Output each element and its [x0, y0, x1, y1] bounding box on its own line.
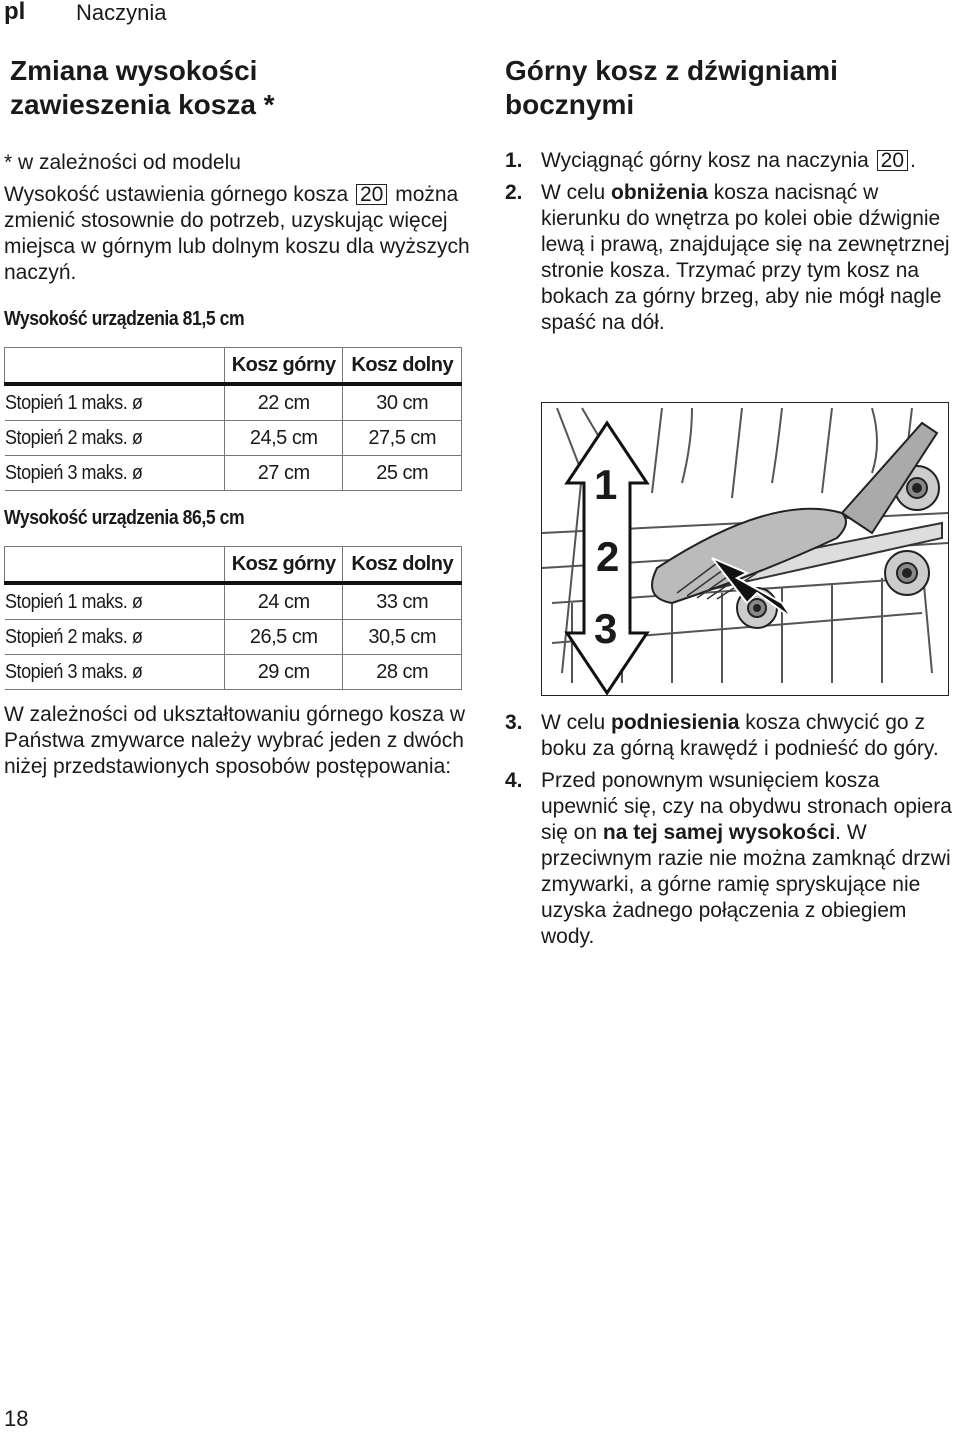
part-reference-box: 20	[877, 150, 908, 171]
step-text: W celu	[541, 711, 612, 734]
left-heading-line2: zawieszenia kosza *	[10, 89, 275, 120]
step-emphasis: podniesienia	[611, 711, 740, 734]
intro-text-1: Wysokość ustawienia górnego kosza	[4, 183, 349, 206]
table-header-empty	[5, 348, 225, 385]
step-text: kosza chwycić go z boku za górną krawędź i podnieść do góry.	[541, 711, 939, 760]
step-2	[505, 180, 960, 336]
figure-label-1: 1	[594, 461, 618, 508]
step-number: 1.	[505, 149, 523, 172]
right-column	[505, 54, 960, 342]
right-heading-line1: Górny kosz z dźwigniami	[505, 55, 838, 86]
step-number: 4.	[505, 769, 523, 792]
step-text-end: .	[910, 149, 916, 172]
table-cell: 30,5 cm	[343, 620, 462, 655]
table-cell: 24 cm	[224, 583, 343, 620]
step-number: 3.	[505, 711, 523, 734]
page-number: 18	[4, 1406, 29, 1431]
left-heading-line1: Zmiana wysokości	[10, 55, 258, 86]
basket-lever-illustration	[541, 402, 949, 696]
table-cell: 28 cm	[343, 655, 462, 690]
step-1	[505, 148, 960, 174]
step-3	[505, 710, 960, 762]
table-cell: Stopień 2 maks. ø	[4, 625, 142, 648]
step-emphasis: na tej samej wysokości	[602, 821, 836, 844]
step-text: Przed ponownym wsunięciem kosza upewnić się, czy na obydwu stronach opiera się on	[541, 769, 952, 844]
step-4	[505, 768, 960, 950]
table-cell: Stopień 1 maks. ø	[4, 590, 142, 613]
table-row	[5, 620, 462, 655]
table-row	[5, 456, 462, 491]
table-cell: 26,5 cm	[224, 620, 343, 655]
table-header-empty	[5, 547, 225, 584]
table-cell: Stopień 2 maks. ø	[4, 426, 142, 449]
step-text: kosza nacisnąć w kierunku do wnętrza po kolei obie dźwignie lewą i prawą, znajdujące się na zewnętrznej stronie kosza. Trzymać przy tym kosz na bokach za górny brzeg, aby nie mógł nagle spaść na dół.	[541, 181, 950, 334]
step-emphasis: obniżenia	[611, 181, 708, 204]
section-title: Naczynia	[76, 0, 167, 25]
table-row	[5, 384, 462, 421]
table-cell: 27 cm	[224, 456, 343, 491]
table-cell: Stopień 3 maks. ø	[4, 660, 142, 683]
table-cell: 25 cm	[343, 456, 462, 491]
table-cell: 27,5 cm	[343, 421, 462, 456]
table-cell: 33 cm	[343, 583, 462, 620]
intro-paragraph	[4, 182, 474, 286]
table-header-lower: Kosz dolny	[343, 547, 462, 584]
right-heading-line2: bocznymi	[505, 89, 635, 120]
table-cell: 30 cm	[343, 384, 462, 421]
figure-label-2: 2	[596, 533, 620, 580]
left-heading	[4, 54, 474, 122]
part-reference-box: 20	[356, 184, 387, 205]
table-row	[5, 421, 462, 456]
table-header-lower: Kosz dolny	[343, 348, 462, 385]
step-text: . W przeciwnym razie nie można zamknąć drzwi zmywarki, a górne ramię spryskujące nie uzyska żadnego połączenia z obiegiem wody.	[541, 821, 951, 948]
table-cell: Stopień 1 maks. ø	[4, 391, 142, 414]
table-cell: 24,5 cm	[224, 421, 343, 456]
table-header-upper: Kosz górny	[224, 547, 343, 584]
table-cell: Stopień 3 maks. ø	[4, 461, 142, 484]
model-note: * w zależności od modelu	[4, 151, 241, 174]
step-text: Wyciągnąć górny kosz na naczynia	[541, 149, 869, 172]
table1-title: Wysokość urządzenia 81,5 cm	[4, 308, 245, 330]
table-row	[5, 655, 462, 690]
step-text: W celu	[541, 181, 612, 204]
step-number: 2.	[505, 181, 523, 204]
table-row	[5, 583, 462, 620]
left-column	[4, 54, 474, 780]
language-code: pl	[4, 0, 26, 25]
steps-list-continued	[505, 710, 960, 956]
table-cell: 22 cm	[224, 384, 343, 421]
height-table-81-5	[4, 347, 462, 491]
table-cell: 29 cm	[224, 655, 343, 690]
table2-title: Wysokość urządzenia 86,5 cm	[4, 507, 245, 529]
right-heading	[505, 54, 960, 122]
steps-list	[505, 148, 960, 336]
height-table-86-5	[4, 546, 462, 690]
closing-paragraph: W zależności od ukształtowaniu górnego kosza w Państwa zmywarce należy wybrać jeden z dwóch niżej przedstawionych sposobów postępowania:	[4, 703, 466, 778]
figure-label-3: 3	[594, 605, 618, 652]
table-header-upper: Kosz górny	[224, 348, 343, 385]
intro-text-2: można zmienić stosownie do potrzeb, uzyskując więcej miejsca w górnym lub dolnym koszu dla wyższych naczyń.	[4, 183, 470, 284]
